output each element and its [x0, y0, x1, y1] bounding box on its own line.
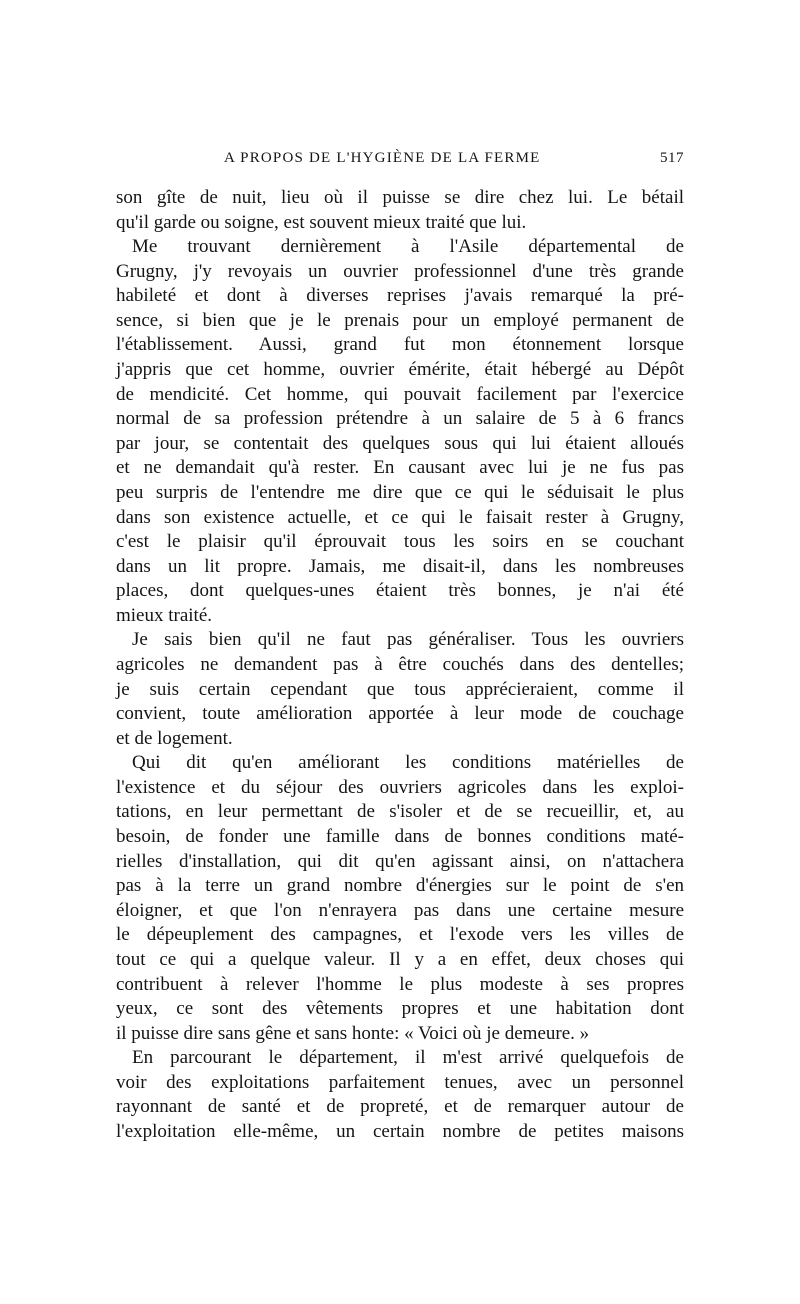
text-line: éloigner, et que l'on n'enrayera pas dans une certaine mesure — [116, 899, 684, 921]
text-line: Je sais bien qu'il ne faut pas généraliser. Tous les ouvriers — [132, 629, 684, 651]
text-line: dans son existence actuelle, et ce qui le faisait rester à Grugny, — [116, 506, 684, 528]
text-line: par jour, se contentait des quelques sous qui lui étaient alloués — [116, 432, 684, 454]
text-line: il puisse dire sans gêne et sans honte: « Voici où je demeure. » — [116, 1022, 590, 1044]
body-text — [116, 186, 684, 1145]
text-line: le dépeuplement des campagnes, et l'exode vers les villes de — [116, 924, 684, 946]
text-line: voir des exploitations parfaitement tenues, avec un personnel — [116, 1071, 684, 1093]
text-line: qu'il garde ou soigne, est souvent mieux traité que lui. — [116, 211, 527, 233]
text-line: pas à la terre un grand nombre d'énergies sur le point de s'en — [116, 875, 684, 897]
text-line: tations, en leur permettant de s'isoler et de se recueillir, et, au — [116, 801, 684, 823]
text-line: et ne demandait qu'à rester. En causant avec lui je ne fus pas — [116, 457, 684, 479]
text-line: je suis certain cependant que tous apprécieraient, comme il — [116, 678, 684, 700]
text-line: l'exploitation elle-même, un certain nombre de petites maisons — [116, 1120, 684, 1142]
text-line: sence, si bien que je le prenais pour un employé permanent de — [116, 309, 684, 331]
text-line: Qui dit qu'en améliorant les conditions matérielles de — [132, 752, 684, 774]
running-head — [116, 150, 684, 172]
text-line: l'existence et du séjour des ouvriers agricoles dans les exploi- — [116, 776, 684, 798]
text-line: convient, toute amélioration apportée à leur mode de couchage — [116, 703, 684, 725]
text-line: son gîte de nuit, lieu où il puisse se dire chez lui. Le bétail — [116, 187, 684, 208]
text-line: de mendicité. Cet homme, qui pouvait facilement par l'exercice — [116, 383, 684, 405]
text-line: et de logement. — [116, 727, 233, 749]
text-line: yeux, ce sont des vêtements propres et une habitation dont — [116, 998, 684, 1020]
text-line: j'appris que cet homme, ouvrier émérite, était hébergé au Dépôt — [116, 359, 684, 381]
text-line: besoin, de fonder une famille dans de bonnes conditions maté- — [116, 826, 684, 848]
page-number: 517 — [660, 150, 684, 166]
text-line: rielles d'installation, qui dit qu'en agissant ainsi, on n'attachera — [116, 850, 684, 872]
text-line: En parcourant le département, il m'est arrivé quelquefois de — [132, 1047, 684, 1069]
text-line: agricoles ne demandent pas à être couchés dans des dentelles; — [116, 653, 684, 675]
text-line: places, dont quelques-unes étaient très bonnes, je n'ai été — [116, 580, 684, 602]
running-title: A PROPOS DE L'HYGIÈNE DE LA FERME — [224, 150, 541, 166]
text-line: Me trouvant dernièrement à l'Asile départemental de — [132, 236, 684, 258]
text-line: normal de sa profession prétendre à un salaire de 5 à 6 francs — [116, 408, 684, 430]
text-line: dans un lit propre. Jamais, me disait-il, dans les nombreuses — [116, 555, 684, 577]
text-line: mieux traité. — [116, 604, 213, 626]
text-line: Grugny, j'y revoyais un ouvrier professionnel d'une très grande — [116, 260, 684, 282]
text-line: l'établissement. Aussi, grand fut mon étonnement lorsque — [116, 334, 684, 356]
text-line: habileté et dont à diverses reprises j'avais remarqué la pré- — [116, 285, 684, 307]
text-line: c'est le plaisir qu'il éprouvait tous les soirs en se couchant — [116, 531, 684, 553]
text-line: peu surpris de l'entendre me dire que ce qui le séduisait le plus — [116, 481, 684, 503]
text-line: rayonnant de santé et de propreté, et de remarquer autour de — [116, 1096, 684, 1118]
text-line: tout ce qui a quelque valeur. Il y a en effet, deux choses qui — [116, 948, 684, 970]
text-line: contribuent à relever l'homme le plus modeste à ses propres — [116, 973, 684, 995]
